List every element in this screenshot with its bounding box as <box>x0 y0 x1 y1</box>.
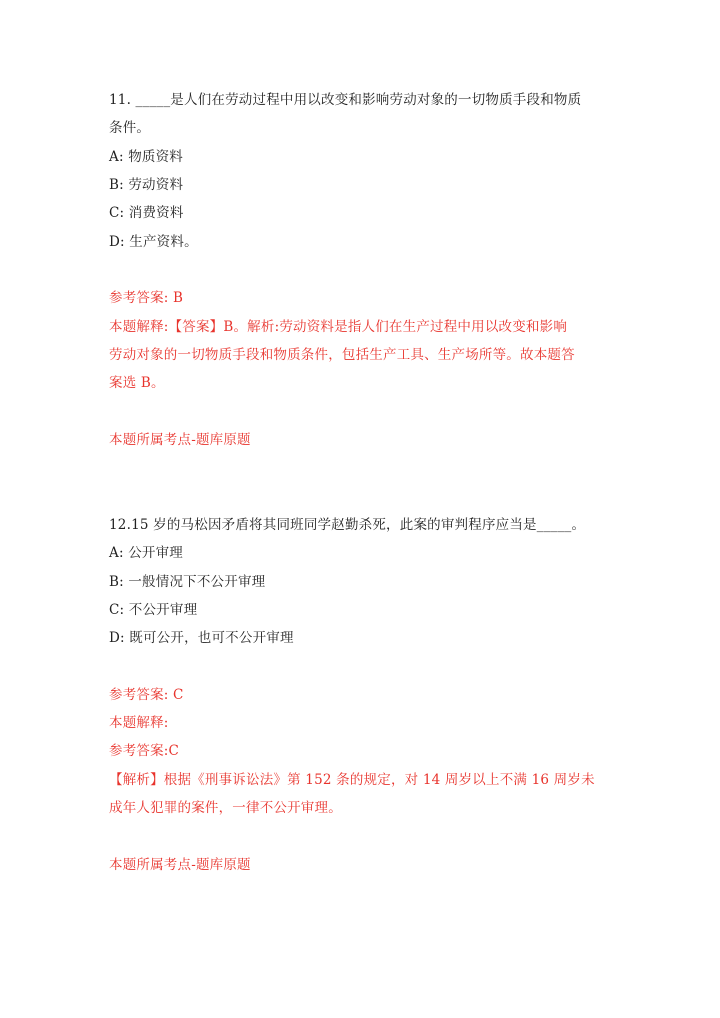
question-12-option-c: C: 不公开审理 <box>109 602 198 618</box>
question-11-explanation-line-3: 案选 B。 <box>109 375 165 391</box>
question-11-option-b: B: 劳动资料 <box>109 177 184 193</box>
question-11-option-c: C: 消费资料 <box>109 205 184 221</box>
question-12-explanation-line-1: 【解析】根据《刑事诉讼法》第 152 条的规定，对 14 周岁以上不满 16 周岁未 <box>109 772 595 788</box>
question-11-stem-line-2: 条件。 <box>109 120 151 136</box>
question-11-stem-line-1: 11. _____是人们在劳动过程中用以改变和影响劳动对象的一切物质手段和物质 <box>109 92 582 108</box>
question-12-explanation-label: 本题解释: <box>109 715 169 731</box>
question-12-source: 本题所属考点-题库原题 <box>109 857 251 873</box>
question-12-option-d: D: 既可公开，也可不公开审理 <box>109 630 294 646</box>
question-11-option-a: A: 物质资料 <box>109 149 183 165</box>
question-11-explanation-line-1: 本题解释:【答案】B。解析:劳动资料是指人们在生产过程中用以改变和影响 <box>109 319 568 335</box>
question-12-option-a: A: 公开审理 <box>109 545 183 561</box>
question-12-answer: 参考答案: C <box>109 687 184 703</box>
question-12-answer-repeat: 参考答案:C <box>109 743 180 759</box>
question-11-explanation-line-2: 劳动对象的一切物质手段和物质条件，包括生产工具、生产场所等。故本题答 <box>109 347 575 363</box>
question-11-source: 本题所属考点-题库原题 <box>109 432 251 448</box>
question-12-explanation-line-2: 成年人犯罪的案件，一律不公开审理。 <box>109 800 342 816</box>
question-12-stem-line-1: 12.15 岁的马松因矛盾将其同班同学赵勤杀死，此案的审判程序应当是_____。 <box>109 517 586 533</box>
question-11-option-d: D: 生产资料。 <box>109 234 198 250</box>
question-12-option-b: B: 一般情况下不公开审理 <box>109 574 266 590</box>
question-11-answer: 参考答案: B <box>109 290 184 306</box>
